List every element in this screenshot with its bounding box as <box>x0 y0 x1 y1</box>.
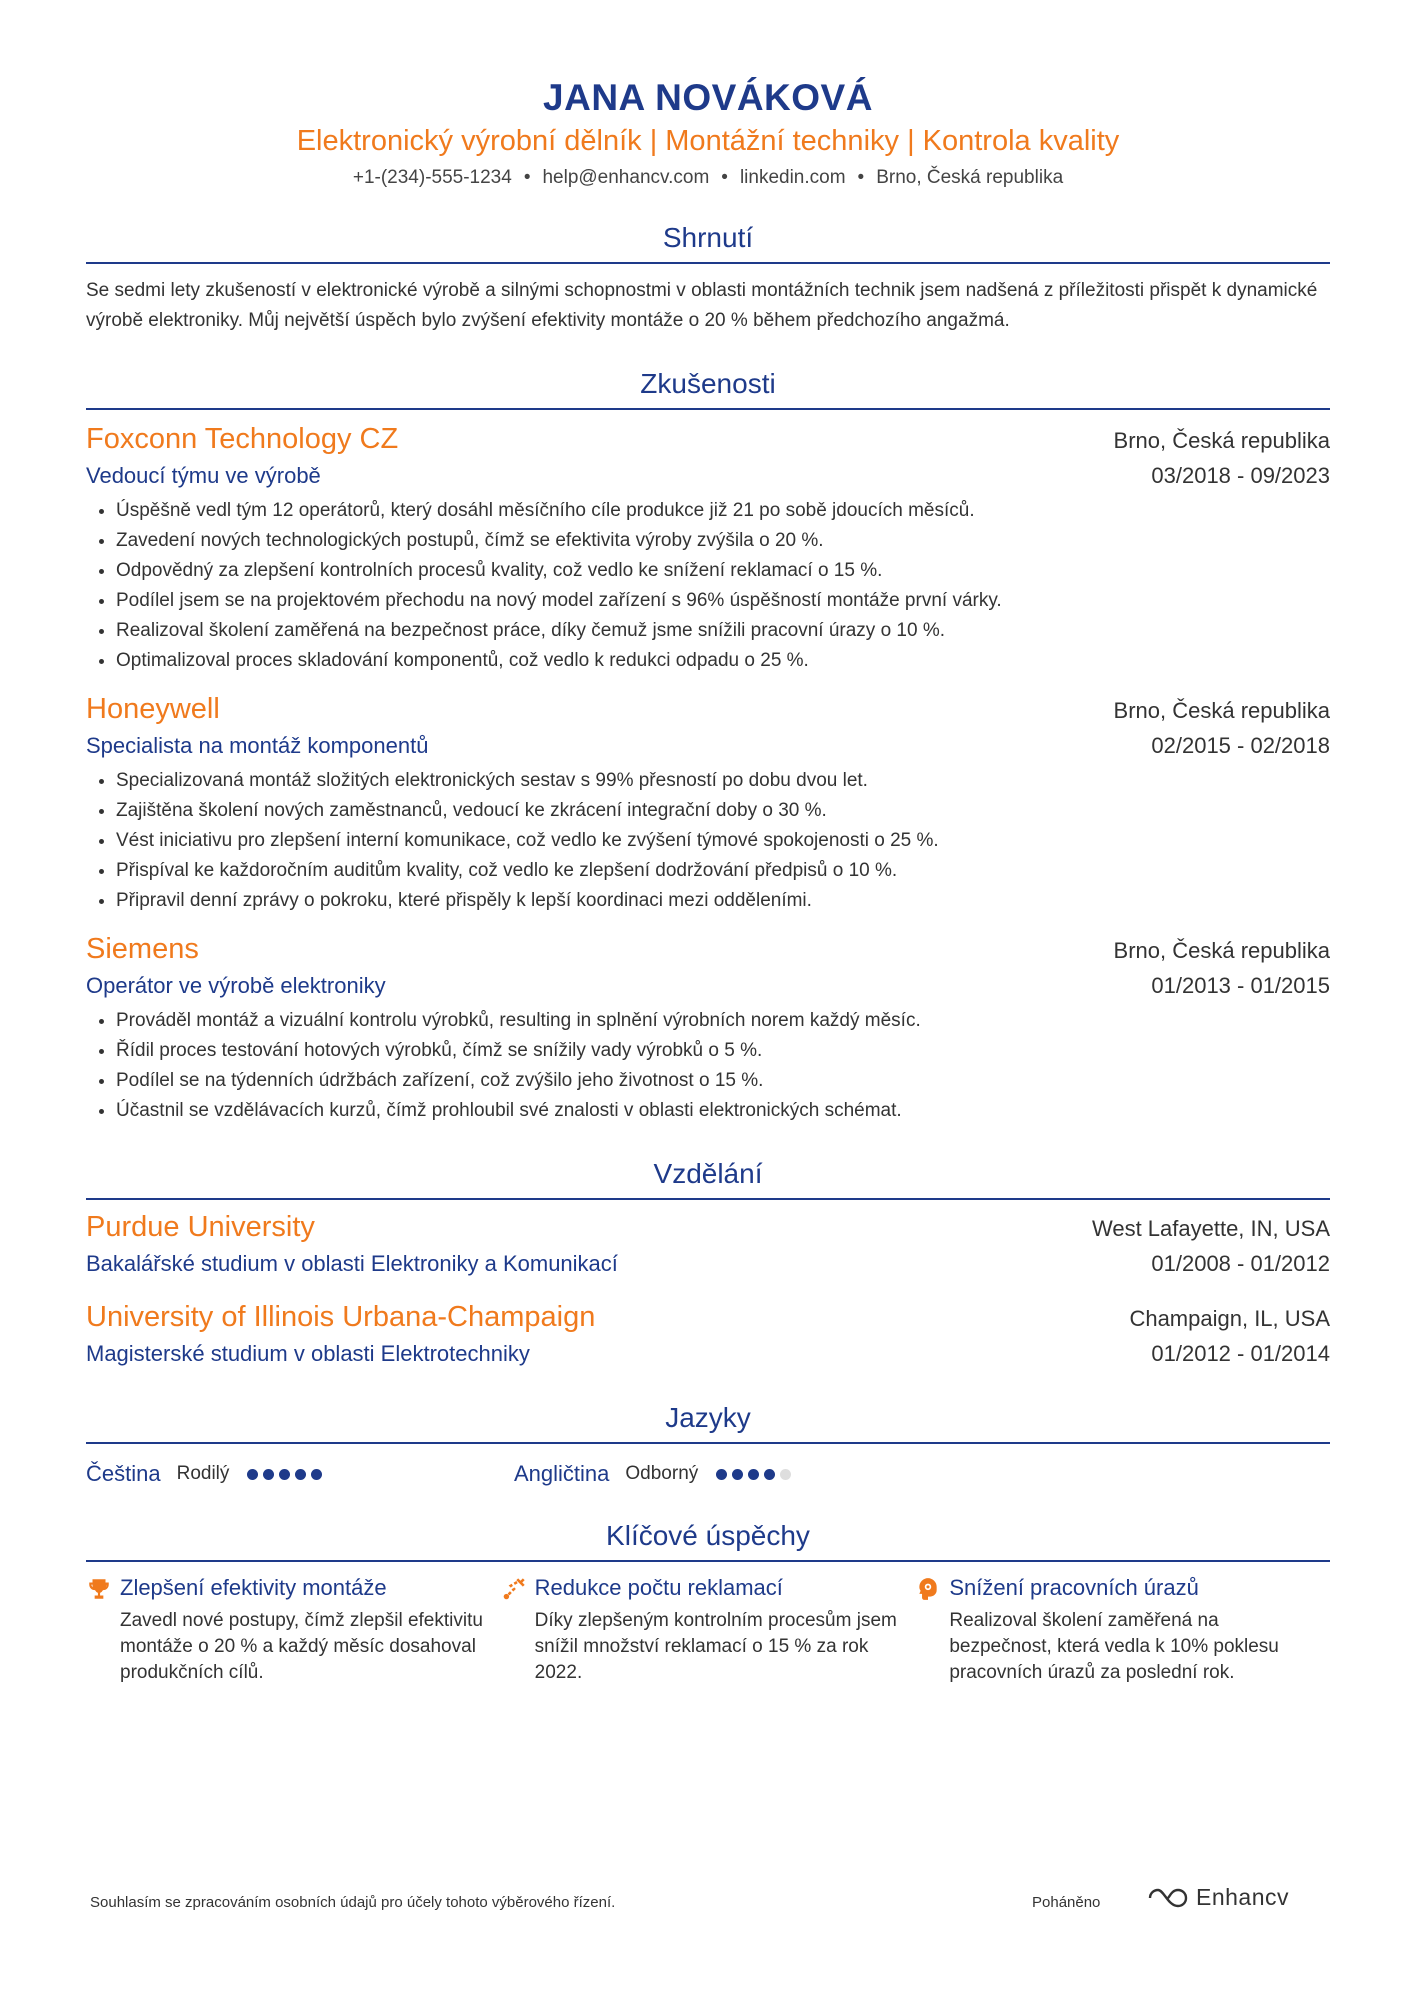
location: Brno, Česká republika <box>876 167 1064 188</box>
achievement-item <box>501 1572 916 1686</box>
bullet-item: • Připravil denní zprávy o pokroku, které přispěly k lepší koordinaci mezi odděleními. <box>116 886 1330 916</box>
phone[interactable]: +1-(234)-555-1234 <box>352 167 512 188</box>
resume-page <box>86 0 1330 1686</box>
headline: Elektronický výrobní dělník | Montážní techniky | Kontrola kvality <box>296 125 1120 157</box>
achievement-desc: Realizoval školení zaměřená na bezpečnost, která vedla k 10% poklesu pracovních úrazů za poslední rok. <box>949 1610 1279 1683</box>
separator-dot: • <box>523 167 531 188</box>
job-bullets <box>86 1006 1330 1126</box>
summary-section <box>86 220 1330 336</box>
job-role: Vedoucí týmu ve výrobě <box>86 463 321 488</box>
school-location: West Lafayette, IN, USA <box>1091 1216 1330 1241</box>
achievements-section <box>86 1518 1330 1686</box>
separator-dot: • <box>721 167 728 188</box>
achievement-title: Redukce počtu reklamací <box>534 1575 783 1600</box>
rating-dot-filled <box>732 1469 743 1480</box>
rating-dot-empty <box>780 1469 791 1480</box>
bullet-item: • Účastnil se vzdělávacích kurzů, čímž prohloubil své znalosti v oblasti elektronických schémat. <box>116 1096 1330 1126</box>
job-role: Operátor ve výrobě elektroniky <box>86 973 386 998</box>
job-location: Brno, Česká republika <box>1113 698 1330 723</box>
bullet-item: • Podílel jsem se na projektovém přechodu na nový model zařízení s 96% úspěšností montáže první várky. <box>116 586 1330 616</box>
experience-section <box>86 366 1330 1126</box>
language-level: Rodilý <box>176 1463 230 1484</box>
achievement-title: Zlepšení efektivity montáže <box>120 1575 387 1600</box>
achievement-item <box>86 1572 501 1686</box>
enhancv-logo[interactable] <box>1146 1884 1289 1911</box>
brand-name: Enhancv <box>1196 1884 1290 1910</box>
job-entry <box>86 690 1330 916</box>
education-entry <box>86 1298 1330 1370</box>
achievement-title: Snížení pracovních úrazů <box>949 1575 1199 1600</box>
company-name: Honeywell <box>86 693 220 725</box>
degree: Bakalářské studium v oblasti Elektroniky a Komunikací <box>86 1251 618 1276</box>
company-name: Siemens <box>86 933 199 965</box>
bullet-item: • Podílel se na týdenních údržbách zařízení, což zvýšilo jeho životnost o 15 %. <box>116 1066 1330 1096</box>
candidate-name: JANA NOVÁKOVÁ <box>543 77 873 118</box>
bullet-item: • Úspěšně vedl tým 12 operátorů, který dosáhl měsíčního cíle produkce již 21 po sobě jdoucích měsíců. <box>116 496 1330 526</box>
school-name: Purdue University <box>86 1211 315 1243</box>
section-title-languages: Jazyky <box>86 1400 1330 1444</box>
email[interactable]: help@enhancv.com <box>542 167 710 188</box>
education-dates: 01/2012 - 01/2014 <box>1151 1341 1330 1366</box>
path-icon <box>501 1576 527 1602</box>
linkedin[interactable]: linkedin.com <box>739 167 846 188</box>
language-level: Odborný <box>625 1463 699 1484</box>
achievement-item <box>915 1572 1330 1686</box>
job-role: Specialista na montáž komponentů <box>86 733 429 758</box>
language-item <box>86 1461 514 1487</box>
bullet-item: • Vést iniciativu pro zlepšení interní komunikace, což vedlo ke zvýšení týmové spokojenosti o 25 %. <box>116 826 1330 856</box>
bullet-item: • Řídil proces testování hotových výrobků, čímž se snížily vady výrobků o 5 %. <box>116 1036 1330 1066</box>
job-dates: 01/2013 - 01/2015 <box>1151 973 1330 998</box>
language-rating <box>716 1469 796 1480</box>
consent-text: Souhlasím se zpracováním osobních údajů pro účely tohoto výběrového řízení. <box>90 1894 616 1911</box>
bullet-item: • Specializovaná montáž složitých elektronických sestav s 99% přesností po dobu dvou let. <box>116 766 1330 796</box>
achievement-desc: Díky zlepšeným kontrolním procesům jsem snížil množství reklamací o 15 % za rok 2022. <box>534 1610 897 1683</box>
education-section <box>86 1156 1330 1370</box>
bullet-item: • Realizoval školení zaměřená na bezpečnost práce, díky čemuž jsme snížili pracovní úrazy o 10 %. <box>116 616 1330 646</box>
bullet-item: • Optimalizoval proces skladování komponentů, což vedlo k redukci odpadu o 25 %. <box>116 646 1330 676</box>
section-title-education: Vzdělání <box>86 1156 1330 1200</box>
rating-dot-filled <box>263 1469 274 1480</box>
company-name: Foxconn Technology CZ <box>86 423 399 455</box>
language-item <box>514 1461 942 1487</box>
rating-dot-filled <box>247 1469 258 1480</box>
school-location: Champaign, IL, USA <box>1129 1306 1330 1331</box>
separator-dot: • <box>857 167 865 188</box>
language-name: Angličtina <box>514 1461 610 1486</box>
section-title-summary: Shrnutí <box>86 220 1330 264</box>
education-dates: 01/2008 - 01/2012 <box>1151 1251 1330 1276</box>
job-entry <box>86 930 1330 1126</box>
section-title-experience: Zkušenosti <box>86 366 1330 410</box>
job-entry <box>86 420 1330 676</box>
job-dates: 03/2018 - 09/2023 <box>1151 463 1330 488</box>
language-rating <box>247 1469 327 1480</box>
bullet-item: • Odpovědný za zlepšení kontrolních procesů kvality, což vedlo ke snížení reklamací o 15 %. <box>116 556 1330 586</box>
trophy-icon <box>86 1576 112 1602</box>
contact-line <box>86 164 1330 192</box>
achievement-desc: Zavedl nové postupy, čímž zlepšil efektivitu montáže o 20 % a každý měsíc dosahoval produkčních cílů. <box>120 1610 483 1683</box>
powered-by-label: Poháněno <box>1032 1894 1101 1911</box>
bullet-item: • Přispíval ke každoročním auditům kvality, což vedlo ke zlepšení dodržování předpisů o 10 %. <box>116 856 1330 886</box>
head-icon <box>915 1576 941 1602</box>
bullet-item: • Zajištěna školení nových zaměstnanců, vedoucí ke zkrácení integrační doby o 30 %. <box>116 796 1330 826</box>
degree: Magisterské studium v oblasti Elektrotechniky <box>86 1341 530 1366</box>
education-entry <box>86 1208 1330 1280</box>
job-location: Brno, Česká republika <box>1113 428 1330 453</box>
bullet-item: • Prováděl montáž a vizuální kontrolu výrobků, resulting in splnění výrobních norem každý měsíc. <box>116 1006 1330 1036</box>
summary-text: Se sedmi lety zkušeností v elektronické výrobě a silnými schopnostmi v oblasti montážních technik jsem nadšená z příležitosti přispět k dynamické výrobě elektroniky. Můj největší úspěch bylo zvýšení efektivity montáže o 20 % během předchozího angažmá. <box>86 280 1318 331</box>
job-bullets <box>86 766 1330 916</box>
rating-dot-filled <box>295 1469 306 1480</box>
rating-dot-filled <box>716 1469 727 1480</box>
rating-dot-filled <box>279 1469 290 1480</box>
rating-dot-filled <box>748 1469 759 1480</box>
school-name: University of Illinois Urbana-Champaign <box>86 1301 596 1333</box>
job-dates: 02/2015 - 02/2018 <box>1151 733 1330 758</box>
languages-section <box>86 1400 1330 1492</box>
job-bullets <box>86 496 1330 676</box>
rating-dot-filled <box>764 1469 775 1480</box>
rating-dot-filled <box>311 1469 322 1480</box>
job-location: Brno, Česká republika <box>1113 938 1330 963</box>
language-name: Čeština <box>86 1461 161 1486</box>
infinity-logo-icon <box>1146 1886 1190 1910</box>
bullet-item: • Zavedení nových technologických postupů, čímž se efektivita výroby zvýšila o 20 %. <box>116 526 1330 556</box>
section-title-achievements: Klíčové úspěchy <box>86 1518 1330 1562</box>
